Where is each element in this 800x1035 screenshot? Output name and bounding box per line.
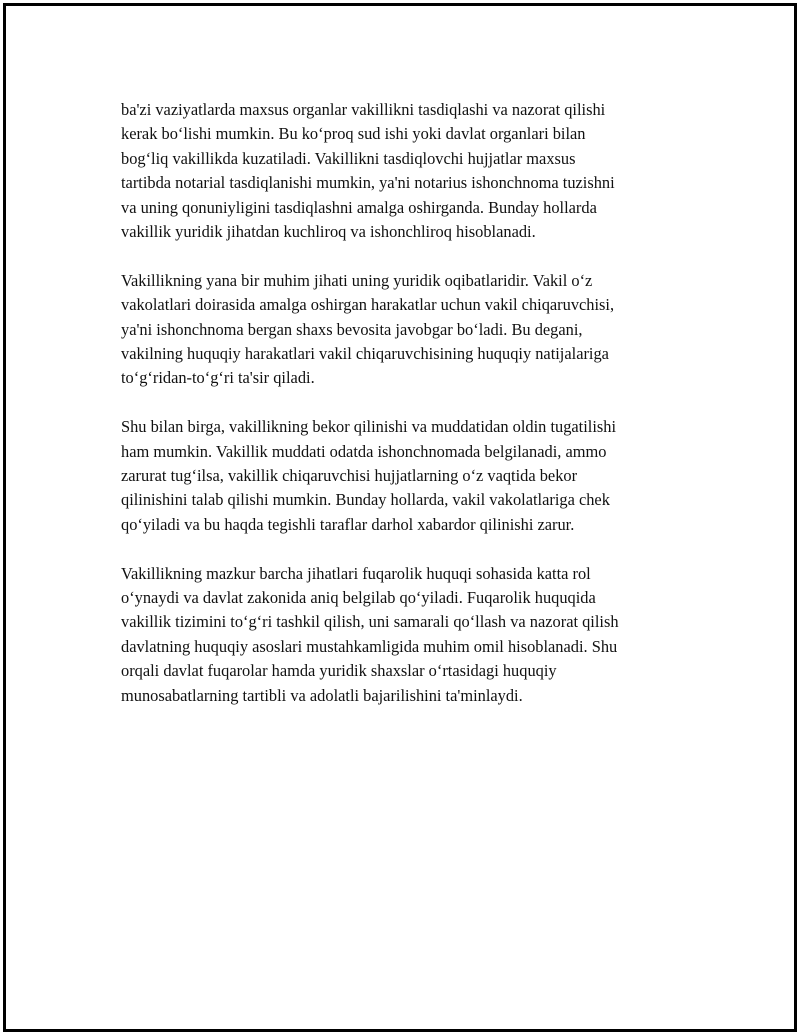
text-line: zarurat tug‘ilsa, vakillik chiqaruvchisi hujjatlarning o‘z vaqtida bekor [121, 466, 578, 486]
text-line: vakilning huquqiy harakatlari vakil chiqaruvchisining huquqiy natijalariga [121, 344, 609, 364]
text-line: qilinishini talab qilishi mumkin. Bunday hollarda, vakil vakolatlariga chek [121, 490, 610, 510]
text-line: vakillik tizimini to‘g‘ri tashkil qilish, uni samarali qo‘llash va nazorat qilish [121, 612, 619, 632]
text-line: to‘g‘ridan-to‘g‘ri ta'sir qiladi. [121, 368, 315, 388]
paragraph-3 [121, 415, 701, 537]
text-line: Shu bilan birga, vakillikning bekor qilinishi va muddatidan oldin tugatilishi [121, 417, 617, 437]
paragraph-4 [121, 562, 701, 708]
text-line: vakolatlari doirasida amalga oshirgan harakatlar uchun vakil chiqaruvchisi, [121, 295, 615, 315]
text-line: o‘ynaydi va davlat zakonida aniq belgilab qo‘yiladi. Fuqarolik huquqida [121, 588, 596, 608]
text-line: tartibda notarial tasdiqlanishi mumkin, ya'ni notarius ishonchnoma tuzishni [121, 173, 615, 193]
text-line: ham mumkin. Vakillik muddati odatda ishonchnomada belgilanadi, ammo [121, 441, 607, 461]
text-line: davlatning huquqiy asoslari mustahkamligida muhim omil hisoblanadi. Shu [121, 636, 618, 656]
text-line: Vakillikning mazkur barcha jihatlari fuqarolik huquqi sohasida katta rol [121, 563, 591, 583]
text-line: orqali davlat fuqarolar hamda yuridik shaxslar o‘rtasidagi huquqiy [121, 661, 557, 681]
text-line: munosabatlarning tartibli va adolatli bajarilishini ta'minlaydi. [121, 685, 523, 705]
text-line: ya'ni ishonchnoma bergan shaxs bevosita javobgar bo‘ladi. Bu degani, [121, 319, 583, 339]
text-line: va uning qonuniyligini tasdiqlashni amalga oshirganda. Bunday hollarda [121, 197, 597, 217]
text-line: bog‘liq vakillikda kuzatiladi. Vakillikni tasdiqlovchi hujjatlar maxsus [121, 148, 576, 168]
paragraph-1 [121, 98, 701, 244]
text-line: Vakillikning yana bir muhim jihati uning yuridik oqibatlaridir. Vakil o‘z [121, 270, 593, 290]
paragraph-2 [121, 269, 701, 391]
text-line: vakillik yuridik jihatdan kuchliroq va ishonchliroq hisoblanadi. [121, 222, 536, 242]
page-frame [3, 3, 797, 1032]
text-line: kerak bo‘lishi mumkin. Bu ko‘proq sud ishi yoki davlat organlari bilan [121, 124, 586, 144]
page-body [121, 98, 701, 733]
text-line: qo‘yiladi va bu haqda tegishli taraflar darhol xabardor qilinishi zarur. [121, 514, 575, 534]
text-line: ba'zi vaziyatlarda maxsus organlar vakillikni tasdiqlashi va nazorat qilishi [121, 100, 606, 119]
